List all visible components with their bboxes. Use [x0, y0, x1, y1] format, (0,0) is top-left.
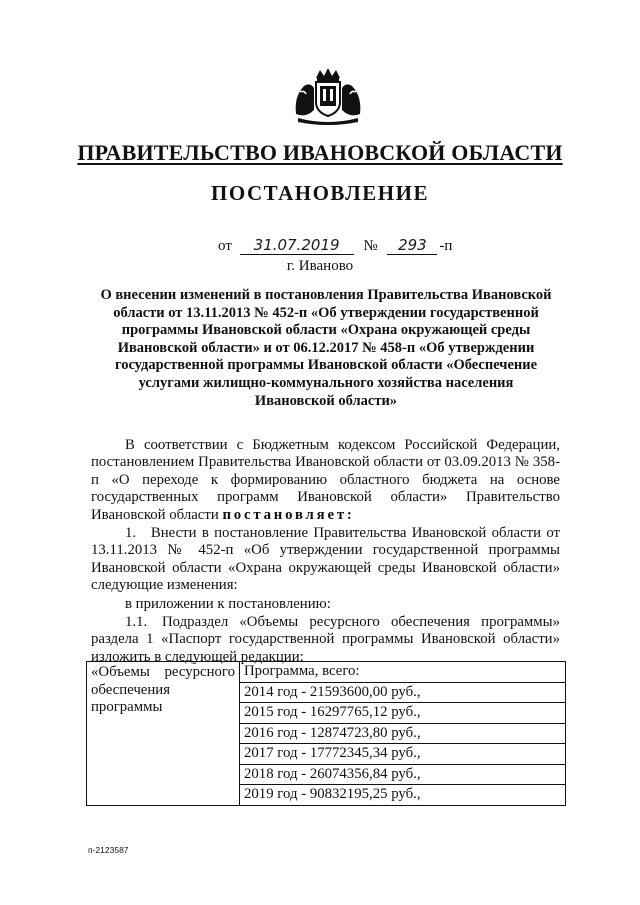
table-label-line-3: программы	[91, 699, 163, 715]
table-cell-values	[240, 662, 566, 806]
footer-document-code: п-2123587	[88, 845, 129, 855]
resource-table	[86, 661, 566, 806]
table-year-row: 2015 год - 16297765,12 руб.,	[240, 702, 565, 723]
table-label-line-2: обеспечения	[91, 681, 171, 698]
table-year-row: 2018 год - 26074356,84 руб.,	[240, 764, 565, 785]
document-subject: О внесении изменений в постановления Правительства Ивановской области от 13.11.2013 № 452-п «Об утверждении государственной программы Ивановской области «Охрана окружающей среды Ивановской области» и от 06.12.2017 № 458-п «Об утверждении государственной программы Ивановской области «Обеспечение услугами жилищно-коммунального хозяйства населения Ивановской области»	[100, 287, 552, 409]
table-row	[87, 662, 566, 806]
preamble-text: В соответствии с Бюджетным кодексом Российской Федерации, постановлением Правительства Ивановской области от 03.09.2013 № 358-п «О переходе к формированию областного бюджета на основе государственных программ Ивановской области» Правительство Ивановской области	[91, 437, 560, 523]
table-values-header: Программа, всего:	[244, 663, 360, 679]
document-type-title: ПОСТАНОВЛЕНИЕ	[211, 181, 429, 205]
table-cell-label	[87, 662, 240, 806]
table-label-line-1: «Объемы ресурсного	[91, 664, 235, 680]
number-prefix: №	[363, 238, 378, 254]
table-year-row: 2019 год - 90832195,25 руб.,	[240, 784, 565, 805]
item-1-paragraph: 1. Внести в постановление Правительства Ивановской области от 13.11.2013 № 452-п «Об утверждении государственной программы Ивановской области «Охрана окружающей среды Ивановской области» следующие изменения:	[91, 525, 560, 594]
appendix-line: в приложении к постановлению:	[125, 596, 331, 612]
date-prefix: от	[218, 238, 232, 254]
item-1-1-paragraph: 1.1. Подраздел «Объемы ресурсного обеспечения программы» раздела 1 «Паспорт государственной программы Ивановской области» изложить в следующей редакции:	[91, 614, 560, 665]
decree-word: постановляет:	[222, 506, 355, 523]
coat-of-arms-icon	[290, 64, 366, 128]
table-year-row: 2017 год - 17772345,34 руб.,	[240, 743, 565, 764]
number-suffix: -п	[439, 238, 453, 254]
table-year-row: 2016 год - 12874723,80 руб.,	[240, 723, 565, 744]
handwritten-date: 31.07.2019	[240, 236, 354, 255]
date-number-line	[218, 236, 452, 255]
preamble-paragraph	[91, 437, 560, 524]
city-line: г. Иваново	[286, 258, 354, 274]
handwritten-number: 293	[387, 236, 437, 255]
government-title: ПРАВИТЕЛЬСТВО ИВАНОВСКОЙ ОБЛАСТИ	[77, 140, 563, 165]
table-year-row: 2014 год - 21593600,00 руб.,	[240, 682, 565, 703]
